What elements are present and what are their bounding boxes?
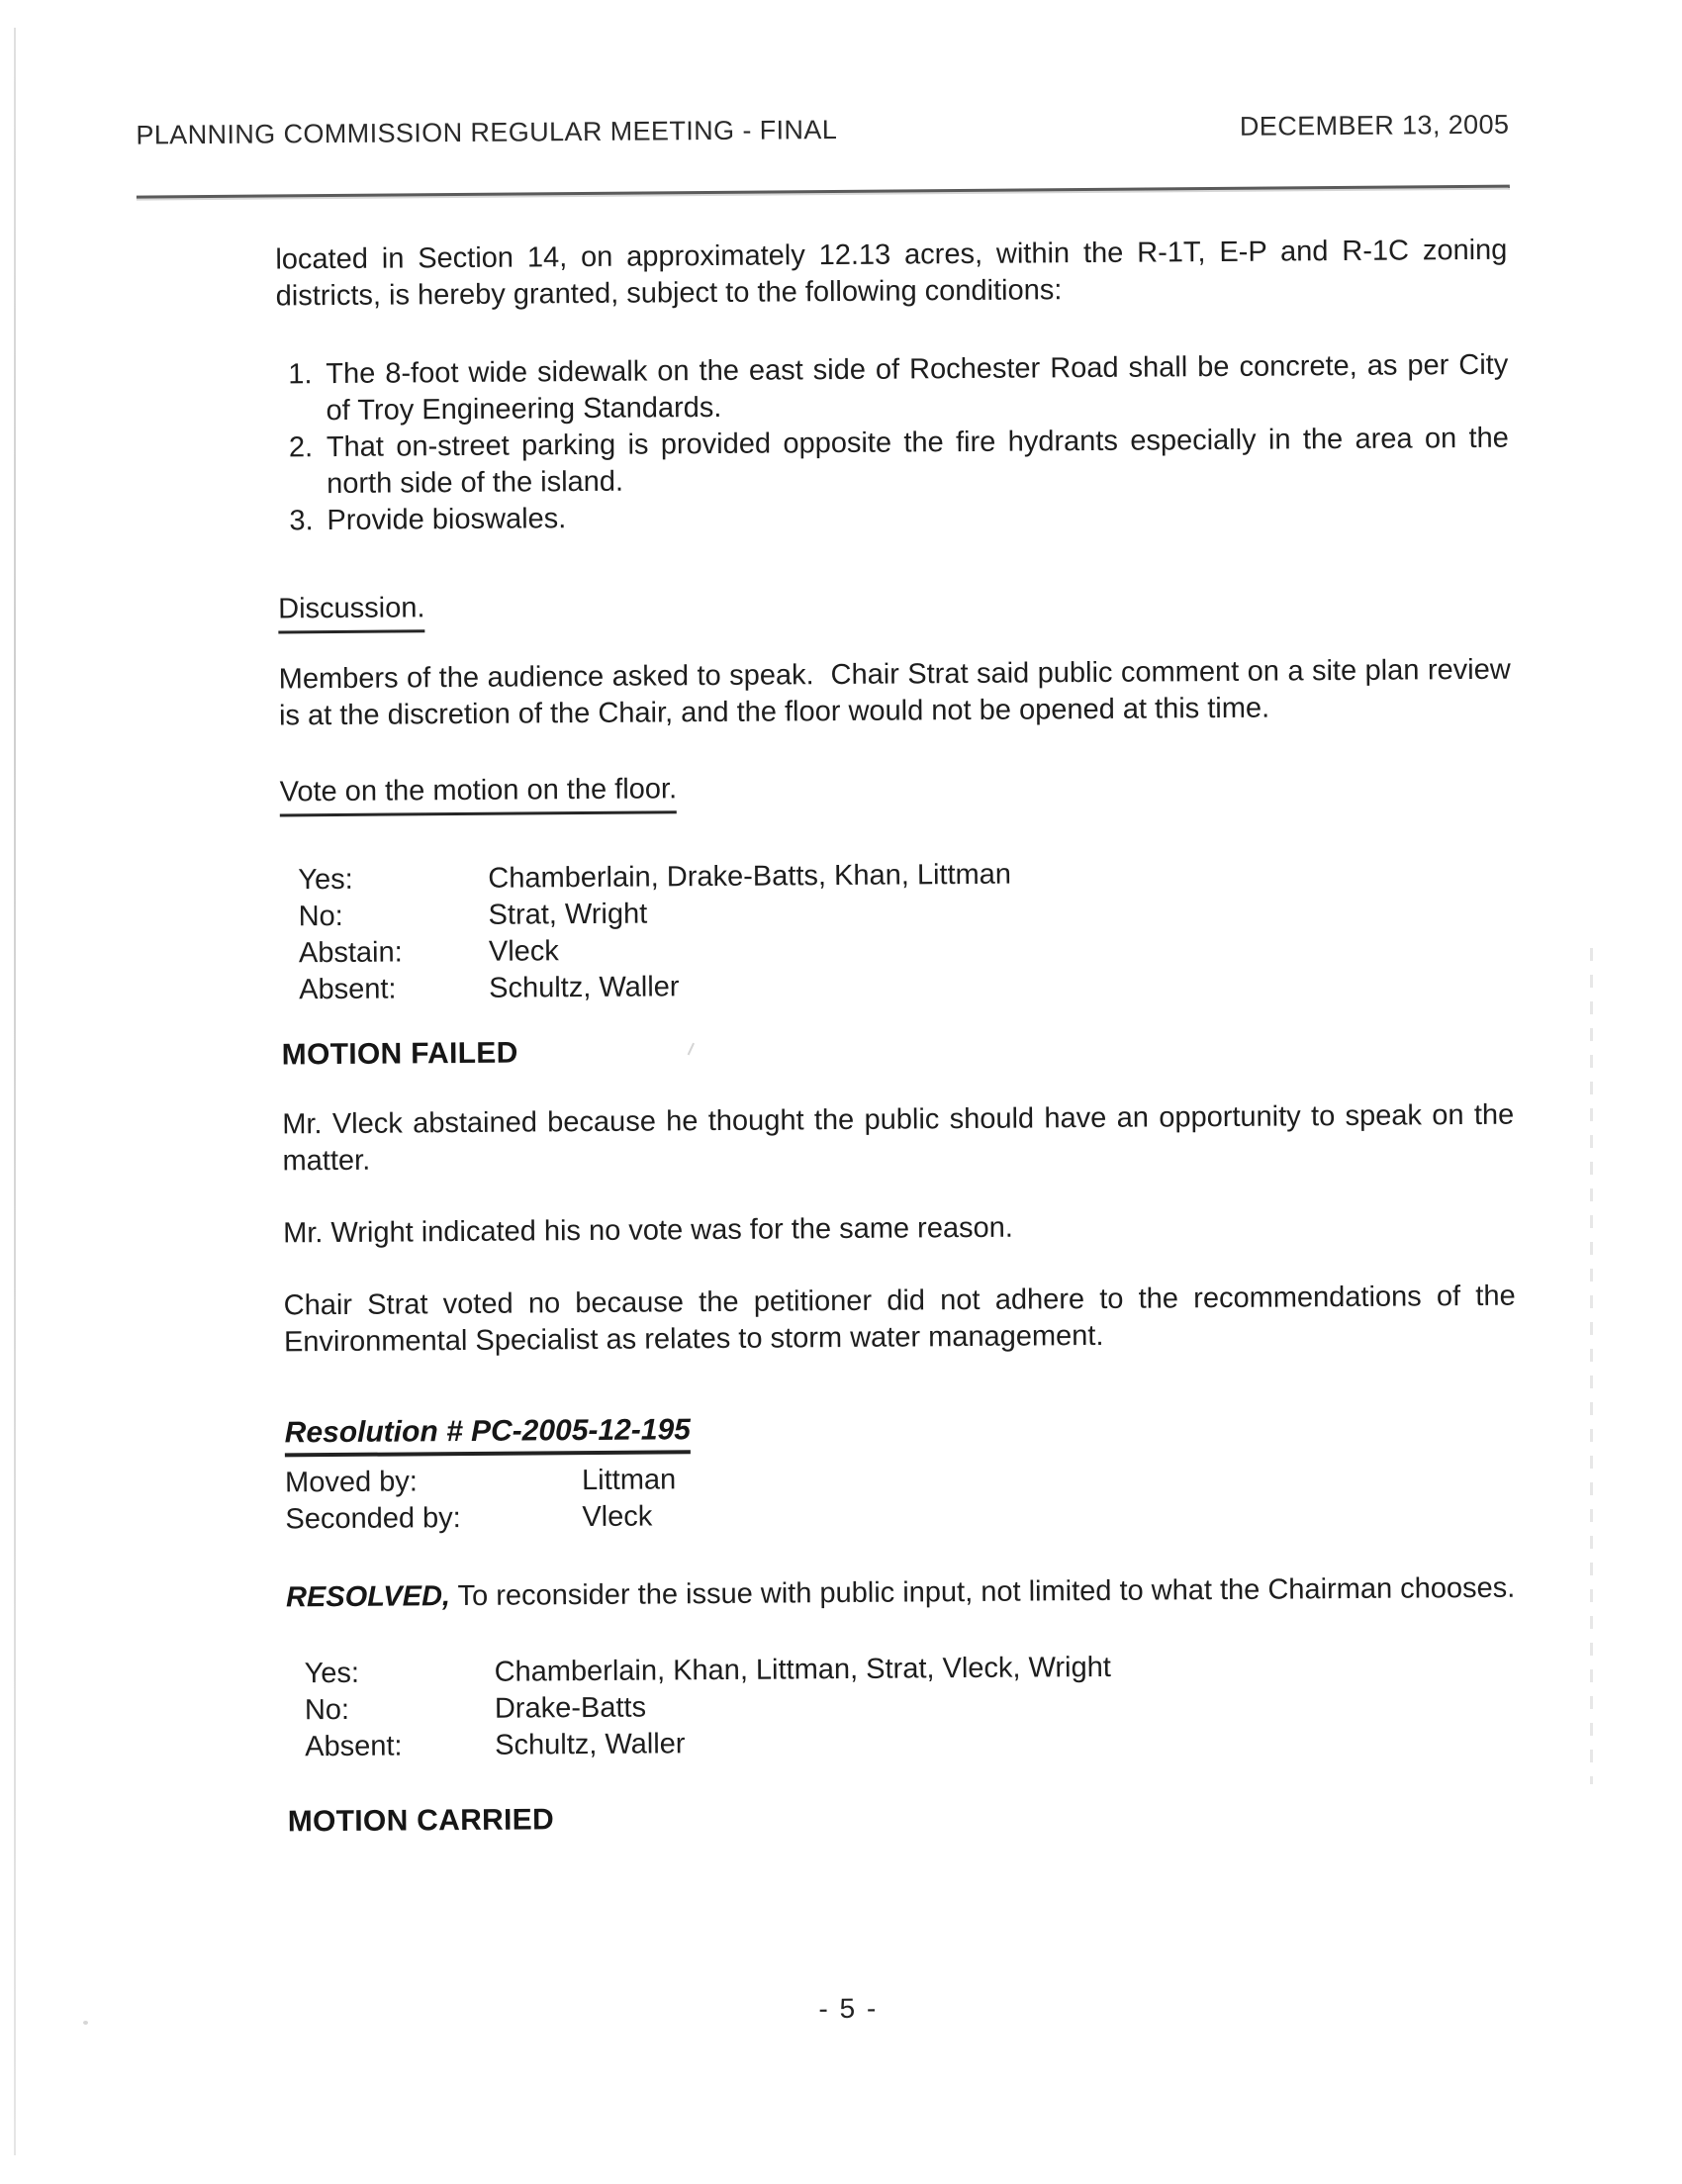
discussion-section bbox=[278, 582, 1510, 634]
vote-tally bbox=[280, 853, 1513, 1009]
vote-row-label: No: bbox=[304, 1693, 350, 1727]
motion-result: MOTION CARRIED bbox=[287, 1803, 555, 1839]
discussion-paragraph: Members of the audience asked to speak. Chair Strat said public comment on a site plan review is at the discretion of the Chair, and the floor would not be opened at this time. bbox=[278, 653, 1519, 732]
body-paragraph: Mr. Wright indicated his no vote was for the same reason. bbox=[283, 1211, 1013, 1250]
vote-heading: Vote on the motion on the floor. bbox=[279, 771, 677, 816]
vote-row-names: Schultz, Waller bbox=[489, 971, 680, 1004]
document-body bbox=[275, 233, 1520, 1841]
vote-tally bbox=[286, 1647, 1519, 1766]
vote-row-names: Schultz, Waller bbox=[495, 1728, 686, 1761]
list-item-number: 2. bbox=[288, 431, 314, 464]
page-header bbox=[136, 110, 1509, 151]
list-item-text: That on-street parking is provided opposite the fire hydrants especially in the area on the north side of the island. bbox=[326, 422, 1509, 501]
discussion-heading: Discussion. bbox=[278, 590, 425, 633]
resolution-heading: Resolution # PC-2005-12-195 bbox=[285, 1411, 691, 1457]
document-date: DECEMBER 13, 2005 bbox=[1239, 109, 1510, 142]
vote-row-names: Drake-Batts bbox=[494, 1691, 647, 1725]
intro-paragraph: located in Section 14, on approximately 12.13 acres, within the R-1T, E-P and R-1C zoning districts, is hereby granted, subject to the following conditions: bbox=[275, 234, 1508, 313]
body-paragraph: Mr. Vleck abstained because he thought the public should have an opportunity to speak on the matter. bbox=[282, 1098, 1515, 1178]
vote-row-names: Chamberlain, Khan, Littman, Strat, Vleck, Wright bbox=[494, 1651, 1111, 1688]
resolved-keyword: RESOLVED, bbox=[285, 1580, 451, 1614]
list-item-number: 3. bbox=[289, 505, 314, 537]
seconded-by-value: Vleck bbox=[582, 1500, 653, 1534]
vote-row-names: Strat, Wright bbox=[488, 898, 648, 931]
vote-row-names: Vleck bbox=[488, 935, 559, 968]
vote-row-label: No: bbox=[298, 900, 343, 933]
resolution-movers bbox=[285, 1456, 1518, 1539]
conditions-list bbox=[276, 347, 1509, 540]
vote-row-label: Absent: bbox=[305, 1730, 403, 1763]
vote-section bbox=[279, 765, 1511, 817]
list-item bbox=[276, 347, 1509, 430]
page-number: - 5 - bbox=[818, 1992, 879, 2025]
vote-row-names: Chamberlain, Drake-Batts, Khan, Littman bbox=[488, 858, 1012, 895]
list-item bbox=[277, 421, 1510, 504]
list-item-number: 1. bbox=[288, 358, 313, 391]
resolved-paragraph bbox=[286, 1570, 1518, 1617]
vote-row-label: Absent: bbox=[299, 973, 397, 1006]
body-paragraph: Chair Strat voted no because the petitioner did not adhere to the recommendations of the Environmental Specialist as relates to storm water management. bbox=[283, 1280, 1516, 1359]
seconded-by-label: Seconded by: bbox=[285, 1502, 461, 1536]
moved-by-value: Littman bbox=[581, 1464, 677, 1497]
resolved-text: To reconsider the issue with public input, not limited to what the Chairman chooses. bbox=[457, 1571, 1516, 1613]
motion-result: MOTION FAILED bbox=[281, 1036, 518, 1072]
header-divider bbox=[137, 185, 1510, 199]
document-title: PLANNING COMMISSION REGULAR MEETING - FINAL bbox=[136, 115, 838, 150]
vote-row-label: Yes: bbox=[298, 863, 353, 897]
list-item-text: Provide bioswales. bbox=[327, 503, 567, 537]
vote-row-label: Yes: bbox=[304, 1657, 360, 1690]
moved-by-label: Moved by: bbox=[284, 1466, 419, 1499]
list-item-text: The 8-foot wide sidewalk on the east side of Rochester Road shall be concrete, as per City of Troy Engineering Standards. bbox=[326, 348, 1509, 427]
vote-row-label: Abstain: bbox=[298, 936, 403, 970]
